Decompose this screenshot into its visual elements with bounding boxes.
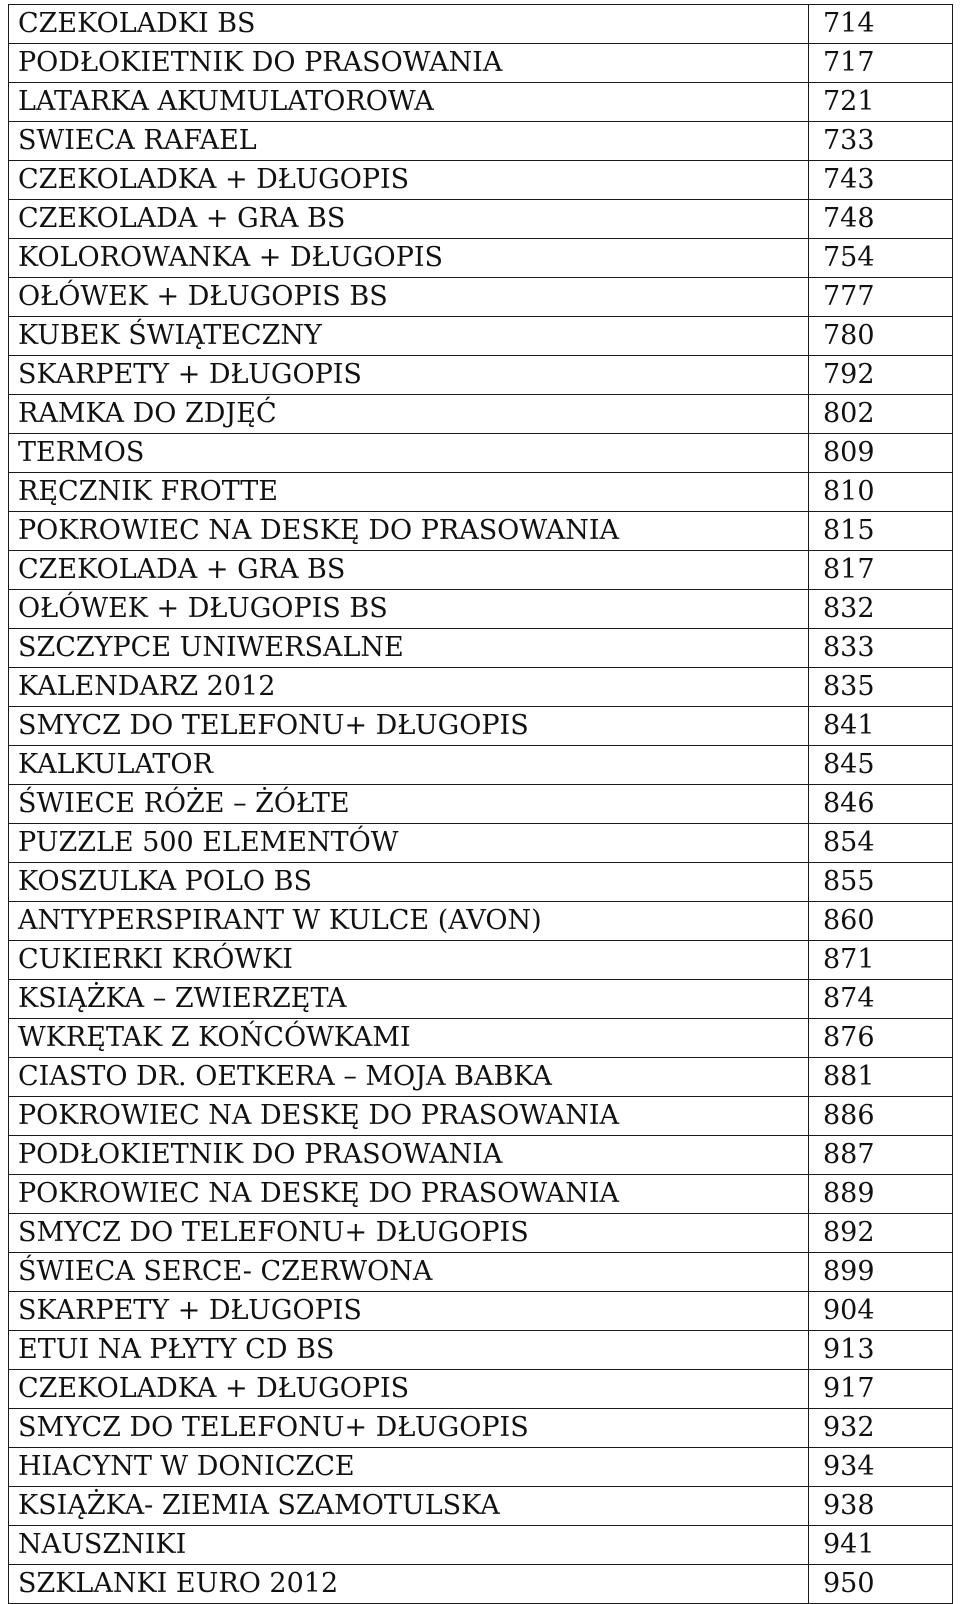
item-number-cell: 904: [809, 1292, 953, 1331]
item-name-cell: WKRĘTAK Z KOŃCÓWKAMI: [9, 1019, 809, 1058]
item-name-cell: CIASTO DR. OETKERA – MOJA BABKA: [9, 1058, 809, 1097]
item-name-cell: POKROWIEC NA DESKĘ DO PRASOWANIA: [9, 1175, 809, 1214]
table-row: [9, 200, 953, 239]
item-number-cell: 899: [809, 1253, 953, 1292]
item-number-cell: 934: [809, 1448, 953, 1487]
table-row: [9, 512, 953, 551]
table-row: [9, 1058, 953, 1097]
item-number-cell: 886: [809, 1097, 953, 1136]
item-name-cell: LATARKA AKUMULATOROWA: [9, 83, 809, 122]
table-row: [9, 863, 953, 902]
table-row: [9, 5, 953, 44]
table-row: [9, 44, 953, 83]
item-number-cell: 748: [809, 200, 953, 239]
item-name-cell: KUBEK ŚWIĄTECZNY: [9, 317, 809, 356]
table-row: [9, 980, 953, 1019]
item-number-cell: 792: [809, 356, 953, 395]
table-row: [9, 1253, 953, 1292]
document-page: [8, 4, 952, 1604]
item-number-cell: 817: [809, 551, 953, 590]
table-row: [9, 1214, 953, 1253]
item-number-cell: 941: [809, 1526, 953, 1565]
item-name-cell: CZEKOLADA + GRA BS: [9, 200, 809, 239]
item-name-cell: CZEKOLADKA + DŁUGOPIS: [9, 161, 809, 200]
item-name-cell: PUZZLE 500 ELEMENTÓW: [9, 824, 809, 863]
item-name-cell: ETUI NA PŁYTY CD BS: [9, 1331, 809, 1370]
table-row: [9, 1448, 953, 1487]
item-number-cell: 846: [809, 785, 953, 824]
item-name-cell: CZEKOLADA + GRA BS: [9, 551, 809, 590]
item-number-cell: 833: [809, 629, 953, 668]
item-number-cell: 754: [809, 239, 953, 278]
item-number-cell: 810: [809, 473, 953, 512]
table-row: [9, 395, 953, 434]
item-name-cell: OŁÓWEK + DŁUGOPIS BS: [9, 278, 809, 317]
table-row: [9, 161, 953, 200]
item-number-cell: 717: [809, 44, 953, 83]
table-row: [9, 590, 953, 629]
item-name-cell: OŁÓWEK + DŁUGOPIS BS: [9, 590, 809, 629]
item-name-cell: POKROWIEC NA DESKĘ DO PRASOWANIA: [9, 1097, 809, 1136]
item-number-cell: 815: [809, 512, 953, 551]
item-name-cell: SKARPETY + DŁUGOPIS: [9, 1292, 809, 1331]
table-row: [9, 278, 953, 317]
table-row: [9, 1175, 953, 1214]
item-name-cell: ŚWIECE RÓŻE – ŻÓŁTE: [9, 785, 809, 824]
table-row: [9, 1019, 953, 1058]
table-row: [9, 1487, 953, 1526]
item-name-cell: SZCZYPCE UNIWERSALNE: [9, 629, 809, 668]
table-row: [9, 629, 953, 668]
item-number-cell: 950: [809, 1565, 953, 1604]
item-name-cell: KOLOROWANKA + DŁUGOPIS: [9, 239, 809, 278]
item-name-cell: KSIĄŻKA- ZIEMIA SZAMOTULSKA: [9, 1487, 809, 1526]
item-number-cell: 932: [809, 1409, 953, 1448]
item-number-cell: 835: [809, 668, 953, 707]
item-number-cell: 743: [809, 161, 953, 200]
item-name-cell: PODŁOKIETNIK DO PRASOWANIA: [9, 44, 809, 83]
item-name-cell: RAMKA DO ZDJĘĆ: [9, 395, 809, 434]
item-number-cell: 855: [809, 863, 953, 902]
table-row: [9, 473, 953, 512]
table-body: [9, 5, 953, 1604]
item-name-cell: SMYCZ DO TELEFONU+ DŁUGOPIS: [9, 707, 809, 746]
table-row: [9, 1331, 953, 1370]
item-number-cell: 733: [809, 122, 953, 161]
item-number-cell: 881: [809, 1058, 953, 1097]
item-number-cell: 809: [809, 434, 953, 473]
item-name-cell: HIACYNT W DONICZCE: [9, 1448, 809, 1487]
item-number-cell: 845: [809, 746, 953, 785]
item-number-cell: 832: [809, 590, 953, 629]
item-name-cell: CUKIERKI KRÓWKI: [9, 941, 809, 980]
item-name-cell: SMYCZ DO TELEFONU+ DŁUGOPIS: [9, 1409, 809, 1448]
table-row: [9, 1292, 953, 1331]
item-name-cell: RĘCZNIK FROTTE: [9, 473, 809, 512]
table-row: [9, 746, 953, 785]
item-number-cell: 876: [809, 1019, 953, 1058]
table-row: [9, 1526, 953, 1565]
item-number-cell: 938: [809, 1487, 953, 1526]
item-name-cell: ŚWIECA SERCE- CZERWONA: [9, 1253, 809, 1292]
item-number-cell: 780: [809, 317, 953, 356]
item-name-cell: PODŁOKIETNIK DO PRASOWANIA: [9, 1136, 809, 1175]
table-row: [9, 83, 953, 122]
item-name-cell: TERMOS: [9, 434, 809, 473]
table-row: [9, 1136, 953, 1175]
item-number-cell: 892: [809, 1214, 953, 1253]
table-row: [9, 785, 953, 824]
table-row: [9, 902, 953, 941]
item-number-cell: 860: [809, 902, 953, 941]
item-name-cell: SMYCZ DO TELEFONU+ DŁUGOPIS: [9, 1214, 809, 1253]
item-number-cell: 854: [809, 824, 953, 863]
item-number-cell: 777: [809, 278, 953, 317]
table-row: [9, 1409, 953, 1448]
item-number-cell: 887: [809, 1136, 953, 1175]
table-row: [9, 434, 953, 473]
item-name-cell: KSIĄŻKA – ZWIERZĘTA: [9, 980, 809, 1019]
item-number-cell: 871: [809, 941, 953, 980]
item-name-cell: KALENDARZ 2012: [9, 668, 809, 707]
item-name-cell: CZEKOLADKA + DŁUGOPIS: [9, 1370, 809, 1409]
item-number-cell: 874: [809, 980, 953, 1019]
item-number-cell: 889: [809, 1175, 953, 1214]
prize-number-table: [8, 4, 953, 1604]
item-name-cell: POKROWIEC NA DESKĘ DO PRASOWANIA: [9, 512, 809, 551]
item-name-cell: KALKULATOR: [9, 746, 809, 785]
item-name-cell: NAUSZNIKI: [9, 1526, 809, 1565]
table-row: [9, 1097, 953, 1136]
item-number-cell: 721: [809, 83, 953, 122]
table-row: [9, 122, 953, 161]
item-number-cell: 913: [809, 1331, 953, 1370]
item-number-cell: 841: [809, 707, 953, 746]
item-name-cell: SWIECA RAFAEL: [9, 122, 809, 161]
table-row: [9, 356, 953, 395]
item-name-cell: SZKLANKI EURO 2012: [9, 1565, 809, 1604]
table-row: [9, 551, 953, 590]
item-name-cell: CZEKOLADKI BS: [9, 5, 809, 44]
table-row: [9, 941, 953, 980]
table-row: [9, 707, 953, 746]
table-row: [9, 824, 953, 863]
table-row: [9, 1370, 953, 1409]
item-name-cell: SKARPETY + DŁUGOPIS: [9, 356, 809, 395]
item-name-cell: KOSZULKA POLO BS: [9, 863, 809, 902]
item-name-cell: ANTYPERSPIRANT W KULCE (AVON): [9, 902, 809, 941]
item-number-cell: 802: [809, 395, 953, 434]
table-row: [9, 1565, 953, 1604]
item-number-cell: 917: [809, 1370, 953, 1409]
table-row: [9, 668, 953, 707]
table-row: [9, 317, 953, 356]
table-row: [9, 239, 953, 278]
item-number-cell: 714: [809, 5, 953, 44]
